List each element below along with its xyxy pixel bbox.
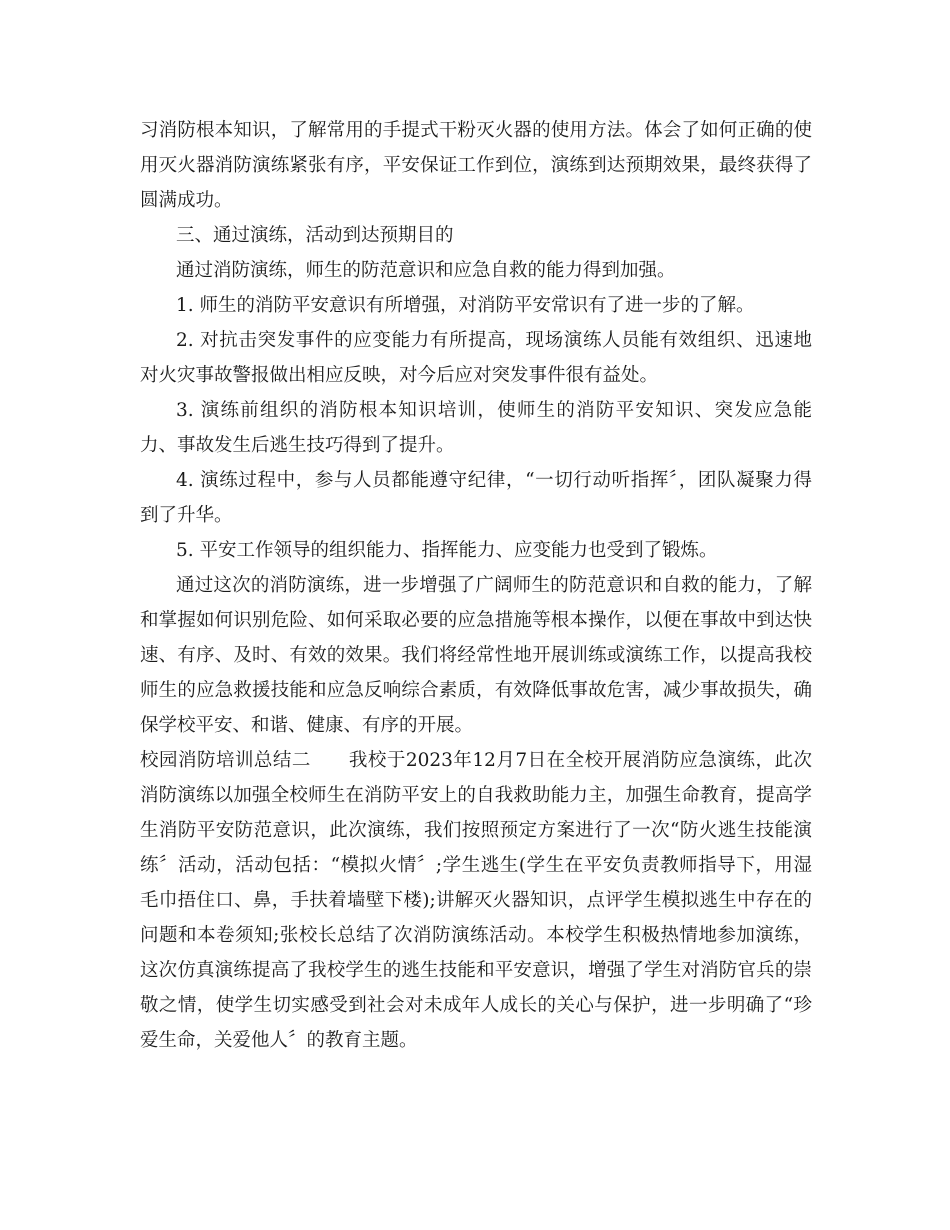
paragraph bbox=[140, 463, 812, 533]
text-line: 习消防根本知识，了解常用的手提式干粉灭火器的使用方法。体会了如何正确的使 bbox=[140, 120, 812, 141]
text-line: 圆满成功。 bbox=[140, 190, 233, 211]
paragraph bbox=[140, 743, 812, 1058]
text-line: 保学校平安、和谐、健康、有序的开展。 bbox=[140, 715, 474, 736]
text-line: 问题和本卷须知;张校长总结了次消防演练活动。本校学生积极热情地参加演练， bbox=[140, 925, 812, 946]
paragraph bbox=[140, 533, 812, 568]
text-line: 通过消防演练，师生的防范意识和应急自救的能力得到加强。 bbox=[176, 260, 676, 281]
text-line: 练〞活动，活动包括：“模拟火情〞;学生逃生(学生在平安负责教师指导下，用湿 bbox=[140, 855, 812, 876]
paragraph bbox=[140, 218, 812, 253]
text-line: 师生的应急救援技能和应急反响综合素质，有效降低事故危害，减少事故损失，确 bbox=[140, 680, 812, 701]
paragraph bbox=[140, 323, 812, 393]
document-body bbox=[140, 113, 812, 1058]
text-line: 速、有序、及时、有效的效果。我们将经常性地开展训练或演练工作，以提高我校 bbox=[140, 645, 812, 666]
text-line: 三、通过演练，活动到达预期目的 bbox=[176, 225, 454, 246]
text-line: 5. 平安工作领导的组织能力、指挥能力、应变能力也受到了锻炼。 bbox=[176, 540, 718, 561]
text-line: 这次仿真演练提高了我校学生的逃生技能和平安意识，增强了学生对消防官兵的崇 bbox=[140, 960, 812, 981]
text-line: 1. 师生的消防平安意识有所增强，对消防平安常识有了进一步的了解。 bbox=[176, 295, 755, 316]
text-line: 2. 对抗击突发事件的应变能力有所提高，现场演练人员能有效组织、迅速地 bbox=[176, 330, 812, 351]
paragraph bbox=[140, 113, 812, 218]
text-line: 生消防平安防范意识，此次演练，我们按照预定方案进行了一次“防火逃生技能演 bbox=[140, 820, 812, 841]
text-line: 4. 演练过程中，参与人员都能遵守纪律，“一切行动听指挥〞，团队凝聚力得 bbox=[176, 470, 812, 491]
text-line: 到了升华。 bbox=[140, 505, 233, 526]
text-line: 用灭火器消防演练紧张有序，平安保证工作到位，演练到达预期效果，最终获得了 bbox=[140, 155, 812, 176]
text-line: 校园消防培训总结二 我校于2023年12月7日在全校开展消防应急演练，此次 bbox=[140, 750, 812, 771]
paragraph bbox=[140, 288, 812, 323]
text-line: 消防演练以加强全校师生在消防平安上的自我救助能力主，加强生命教育，提高学 bbox=[140, 785, 812, 806]
text-line: 3. 演练前组织的消防根本知识培训，使师生的消防平安知识、突发应急能 bbox=[176, 400, 812, 421]
text-line: 敬之情，使学生切实感受到社会对未成年人成长的关心与保护，进一步明确了“珍 bbox=[140, 995, 812, 1016]
text-line: 毛巾捂住口、鼻，手扶着墙壁下楼);讲解灭火器知识，点评学生模拟逃生中存在的 bbox=[140, 890, 812, 911]
text-line: 通过这次的消防演练，进一步增强了广阔师生的防范意识和自救的能力，了解 bbox=[176, 575, 812, 596]
text-line: 力、事故发生后逃生技巧得到了提升。 bbox=[140, 435, 455, 456]
text-line: 爱生命，关爱他人〞的教育主题。 bbox=[140, 1030, 418, 1051]
paragraph bbox=[140, 568, 812, 743]
text-line: 对火灾事故警报做出相应反映，对今后应对突发事件很有益处。 bbox=[140, 365, 659, 386]
paragraph bbox=[140, 393, 812, 463]
paragraph bbox=[140, 253, 812, 288]
text-line: 和掌握如何识别危险、如何采取必要的应急措施等根本操作，以便在事故中到达快 bbox=[140, 610, 812, 631]
